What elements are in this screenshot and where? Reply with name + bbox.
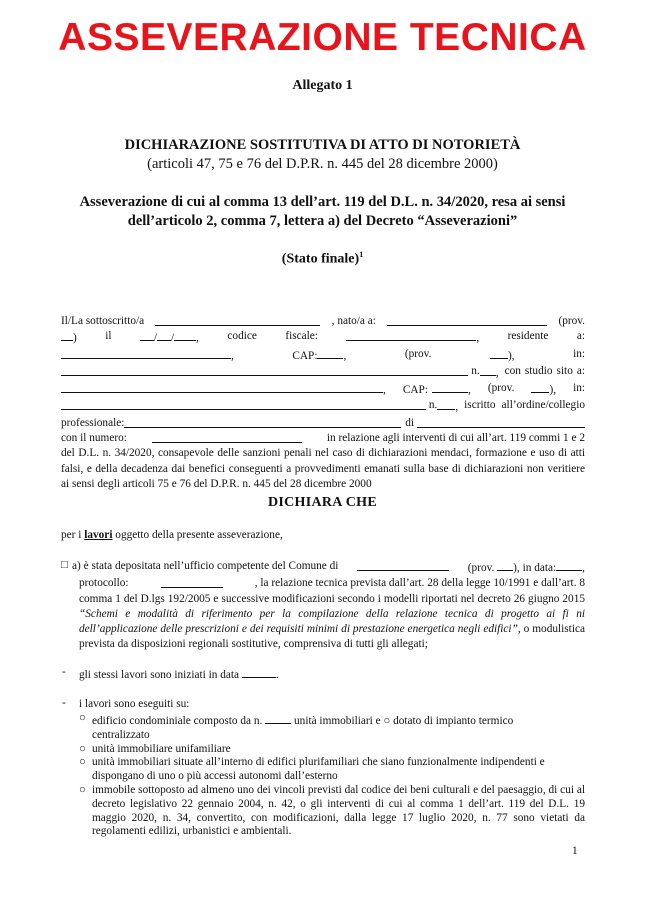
form-label: ), <box>549 384 557 397</box>
item-a <box>72 559 585 653</box>
birthplace-field[interactable] <box>387 314 547 326</box>
dash-marker: - <box>62 666 66 678</box>
form-line <box>61 381 585 398</box>
building-type-options <box>79 712 585 839</box>
lavori-emphasis: lavori <box>84 529 113 541</box>
item-c-text: i lavori sono eseguiti su: <box>79 698 190 710</box>
form-label: con il numero: <box>61 432 127 445</box>
radio-icon[interactable]: ○ <box>79 742 86 755</box>
protocol-field[interactable] <box>161 576 223 588</box>
item-a-text: a) è stata depositata nell’ufficio competente del Comune di <box>72 560 339 572</box>
form-label: , <box>467 384 471 397</box>
form-label: , <box>476 332 480 345</box>
form-label: iscritto <box>464 399 496 412</box>
form-line <box>61 347 585 364</box>
footnote-ref: 1 <box>359 250 364 259</box>
item-b <box>79 666 279 683</box>
form-label: (prov. <box>558 315 585 327</box>
birth-month-field[interactable] <box>157 329 171 341</box>
form-label: residente <box>507 330 549 343</box>
page-number: 1 <box>572 845 578 857</box>
residence-address-field[interactable] <box>61 364 468 376</box>
form-label: n. <box>471 364 480 377</box>
units-count-field[interactable] <box>265 712 291 724</box>
form-label: in relazione agli interventi di cui all’art. 119 commi 1 e 2 <box>326 432 585 445</box>
declarant-form <box>61 314 585 492</box>
order-field[interactable] <box>124 416 401 428</box>
asseverazione-heading <box>40 193 605 231</box>
item-b-text: . <box>275 669 279 681</box>
option-text <box>92 712 513 743</box>
checkbox-icon[interactable]: □ <box>61 559 68 571</box>
registration-number-field[interactable] <box>152 431 302 443</box>
item-a-text: comma 1 del D.lgs 192/2005 e successive modificazioni secondo i modelli riportati nel decreto 26 giugno 2015 <box>79 592 585 605</box>
residence-number-field[interactable] <box>480 364 496 376</box>
item-b-text: gli stessi lavori sono iniziati in data <box>79 669 240 681</box>
option-plurifamiliari <box>79 756 585 784</box>
dash-marker: - <box>62 697 66 709</box>
deposit-date-field[interactable] <box>556 559 582 571</box>
form-label: n. <box>428 399 438 412</box>
comune-prov-field[interactable] <box>497 559 513 571</box>
name-field[interactable] <box>155 314 320 326</box>
item-a-text: , la relazione tecnica prevista dall’art. 28 della legge 10/1991 e dall’art. 8 <box>254 577 585 590</box>
form-label: in: <box>573 382 585 395</box>
item-a-text: ), in data: <box>513 562 557 574</box>
form-label: , <box>231 349 234 362</box>
form-label: professionale: <box>61 416 125 429</box>
form-line <box>61 314 585 329</box>
item-a-paragraph <box>79 592 585 653</box>
form-label: ) <box>73 332 77 345</box>
option-label: dotato di impianto termico <box>393 715 514 727</box>
declaration-subtitle: (articoli 47, 75 e 76 del D.P.R. n. 445 del 28 dicembre 2000) <box>147 156 498 172</box>
asseverazione-line-2: dell’articolo 2, comma 7, lettera a) del Decreto “Asseverazioni” <box>127 213 518 229</box>
birth-year-field[interactable] <box>174 329 196 341</box>
order-city-field[interactable] <box>417 416 585 428</box>
form-label: codice <box>227 330 257 343</box>
radio-icon[interactable]: ○ <box>383 715 391 727</box>
banner-title: ASSEVERAZIONE TECNICA <box>58 16 587 59</box>
residence-prov-field[interactable] <box>490 347 508 359</box>
form-line <box>61 398 585 415</box>
option-vincolato <box>79 784 585 839</box>
form-label: / <box>171 332 175 345</box>
item-a-text: , o modulistica prevista da disposizioni regionali sostitutive, comprensiva di tutti gli allegati; <box>79 623 585 651</box>
option-label: centralizzato <box>92 728 150 741</box>
birth-day-field[interactable] <box>140 329 154 341</box>
declaration-paragraph: del D.L. n. 34/2020, consapevole delle sanzioni penali nel caso di dichiarazioni mendaci, formazione e uso di atti falsi, e della decadenza dai benefici conseguenti a provvedimenti emanati sulla base di dichiarazioni non veritiere ai sensi degli articoli 75 e 76 del D.P.R. n. 445 del 28 dicembre 2000 <box>61 447 585 490</box>
asseverazione-line-1: Asseverazione di cui al comma 13 dell’art. 119 del D.L. n. 34/2020, resa ai sensi <box>79 194 566 210</box>
form-label: , <box>495 366 499 379</box>
tax-code-field[interactable] <box>346 329 476 341</box>
per-i-lavori-line <box>61 529 283 541</box>
option-label: unità immobiliare unifamiliare <box>92 742 231 755</box>
radio-icon[interactable]: ○ <box>79 783 86 796</box>
residence-cap-field[interactable] <box>317 347 343 359</box>
studio-address-field[interactable] <box>61 398 426 410</box>
form-label: fiscale: <box>285 330 318 343</box>
dichiara-che-heading: DICHIARA CHE <box>267 495 377 510</box>
item-a-line-2 <box>79 576 585 591</box>
form-label: sito <box>556 364 573 377</box>
item-a-text: (prov. <box>467 562 495 574</box>
form-label: (prov. <box>487 382 515 395</box>
studio-prov-field[interactable] <box>531 381 549 393</box>
declaration-title: DICHIARAZIONE SOSTITUTIVA DI ATTO DI NOTORIETÀ <box>124 137 521 153</box>
form-label: all’ordine/collegio <box>501 399 585 412</box>
residence-field[interactable] <box>61 347 231 359</box>
option-label: unità immobiliari e <box>294 715 381 727</box>
radio-icon[interactable]: ○ <box>79 712 86 724</box>
form-label: a: <box>576 364 585 377</box>
form-line <box>61 416 585 431</box>
form-label: a: <box>576 330 585 343</box>
option-condominio <box>79 712 585 743</box>
stato-finale-heading <box>40 250 605 268</box>
allegato-label: Allegato 1 <box>292 78 353 93</box>
form-label: con <box>504 364 521 377</box>
form-label: CAP: <box>402 384 428 397</box>
radio-icon[interactable]: ○ <box>79 756 86 769</box>
stato-finale-label: (Stato finale) <box>281 251 360 267</box>
form-label: Il/La sottoscritto/a <box>61 315 145 327</box>
item-a-text: protocollo: <box>79 577 129 590</box>
option-label: unità immobiliari situate all’interno di edifici plurifamiliari che siano funzionalmente indipendenti e dispongano di uno o più accessi autonomi dall’esterno <box>92 756 545 783</box>
per-i-text: per i <box>61 529 82 541</box>
decree-title: “Schemi e modalità di riferimento per la compilazione della relazione tecnica di progetto ai fi ni dell’applicazione delle prescrizioni e dei requisiti minimi di prestazione energetica negli edifici” <box>79 607 585 636</box>
birth-prov-field[interactable] <box>61 329 73 341</box>
item-a-text: , <box>582 562 585 574</box>
form-label: , <box>196 332 199 345</box>
form-label: studio <box>524 364 553 377</box>
form-label: in: <box>573 347 585 360</box>
form-label: di <box>405 416 414 429</box>
start-date-field[interactable] <box>242 666 276 678</box>
form-line <box>61 431 585 446</box>
form-label: / <box>153 332 158 345</box>
item-a-line-1 <box>72 559 585 576</box>
option-label: immobile sottoposto ad almeno uno dei vincoli previsti dal codice dei beni culturali e del paesaggio, di cui al decreto legislativo 22 gennaio 2004, n. 42, o gli interventi di cui al comma 1 dell’art. 119 del D.L. 19 maggio 2020, n. 34, convertito, con modificazioni, dalla legge 17 luglio 2020, n. 77 sono vietati da regolamenti edilizi, urbanistici e ambientali. <box>92 783 585 838</box>
option-unifamiliare <box>79 743 585 757</box>
studio-city-field[interactable] <box>61 381 383 393</box>
form-label: , nato/a a: <box>331 315 376 327</box>
studio-number-field[interactable] <box>437 398 455 410</box>
comune-field[interactable] <box>357 559 449 571</box>
form-label: CAP: <box>292 349 318 362</box>
form-label: il <box>105 330 112 343</box>
form-label: , <box>343 349 347 362</box>
form-label: , <box>383 384 386 397</box>
studio-cap-field[interactable] <box>432 381 468 393</box>
form-line <box>61 364 585 381</box>
form-label: (prov. <box>404 347 432 360</box>
item-a-body <box>72 576 585 652</box>
form-label: , <box>455 401 459 414</box>
option-label: edificio condominiale composto da n. <box>92 715 263 727</box>
form-line <box>61 329 585 346</box>
form-label: ), <box>507 349 515 362</box>
per-i-lavori-rest: oggetto della presente asseverazione, <box>115 529 283 541</box>
